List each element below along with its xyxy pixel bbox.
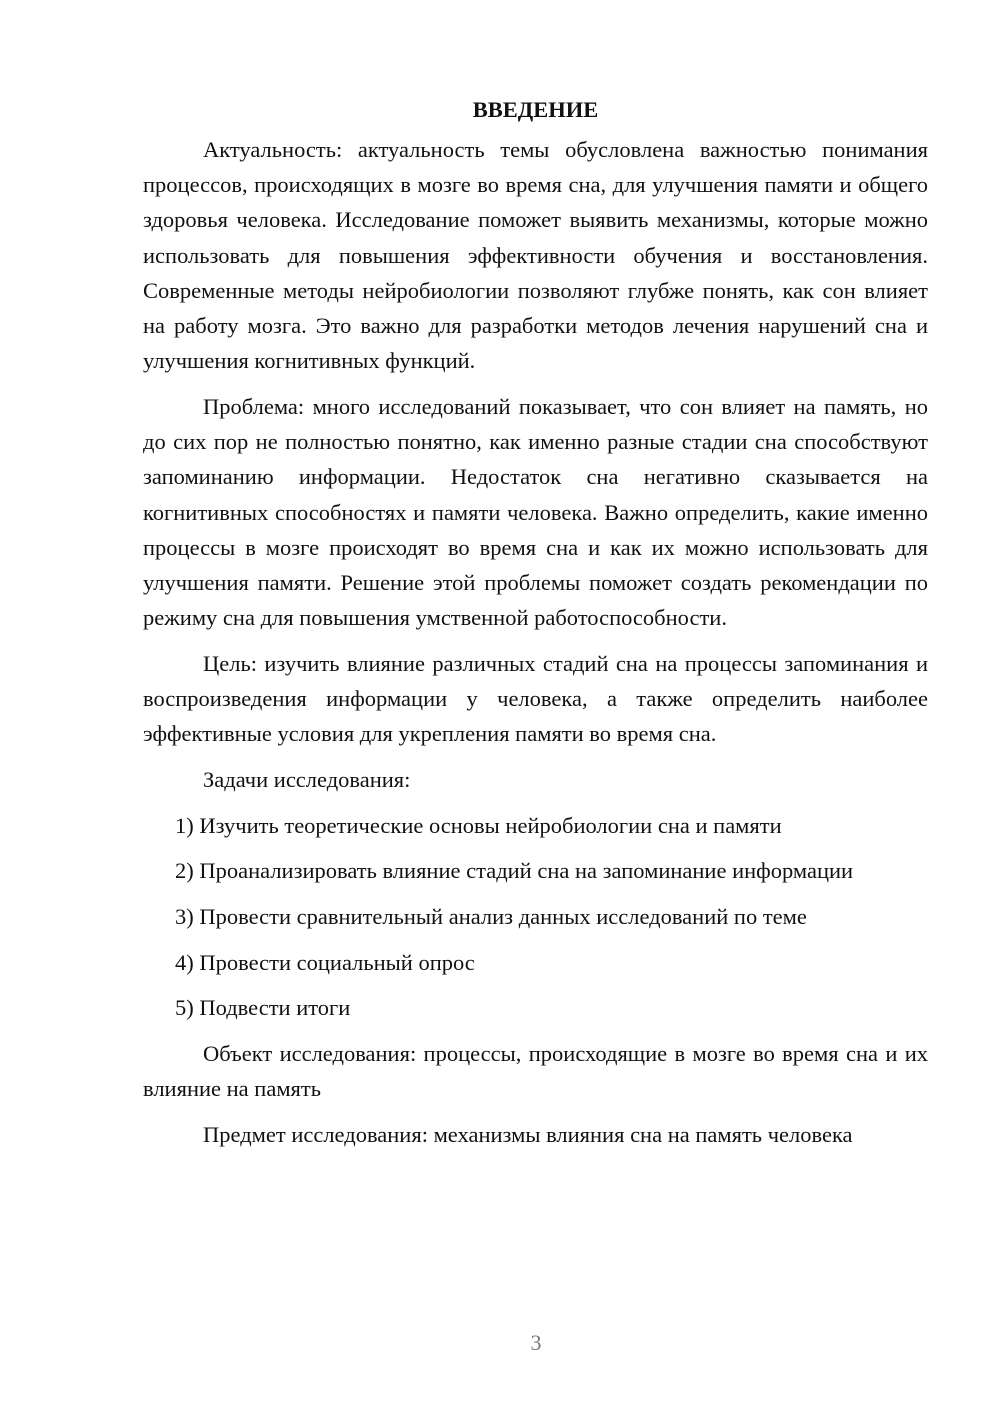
page-content	[143, 92, 928, 1163]
task-item-1: 1) Изучить теоретические основы нейробиологии сна и памяти	[175, 812, 782, 838]
section-heading: ВВЕДЕНИЕ	[472, 97, 599, 122]
task-item-3: 3) Провести сравнительный анализ данных исследований по теме	[175, 904, 807, 930]
paragraph-goal: Цель: изучить влияние различных стадий сна на процессы запоминания и воспроизведения информации у человека, а также определить наиболее эффективные условия для укрепления памяти во время сна.	[143, 650, 928, 747]
tasks-title: Задачи исследования:	[203, 766, 411, 792]
paragraph-object: Объект исследования: процессы, происходящие в мозге во время сна и их влияние на память	[143, 1041, 928, 1102]
paragraph-problem: Проблема: много исследований показывает, что сон влияет на память, но до сих пор не полностью понятно, как именно разные стадии сна способствуют запоминанию информации. Недостаток сна негативно сказывается на когнитивных способностях и памяти человека. Важно определить, какие именно процессы в мозге происходят во время сна и как их можно использовать для улучшения памяти. Решение этой проблемы поможет создать рекомендации по режиму сна для повышения умственной работоспособности.	[143, 393, 928, 631]
paragraph-relevance: Актуальность: актуальность темы обусловлена важностью понимания процессов, происходящих в мозге во время сна, для улучшения памяти и общего здоровья человека. Исследование поможет выявить механизмы, которые можно использовать для повышения эффективности обучения и восстановления. Современные методы нейробиологии позволяют глубже понять, как сон влияет на работу мозга. Это важно для разработки методов лечения нарушений сна и улучшения когнитивных функций.	[143, 137, 928, 374]
page-number: 3	[530, 1330, 542, 1355]
task-item-2: 2) Проанализировать влияние стадий сна на запоминание информации	[175, 858, 854, 884]
task-item-5: 5) Подвести итоги	[175, 995, 351, 1021]
paragraph-subject: Предмет исследования: механизмы влияния сна на память человека	[203, 1122, 853, 1148]
task-item-4: 4) Провести социальный опрос	[175, 949, 475, 975]
